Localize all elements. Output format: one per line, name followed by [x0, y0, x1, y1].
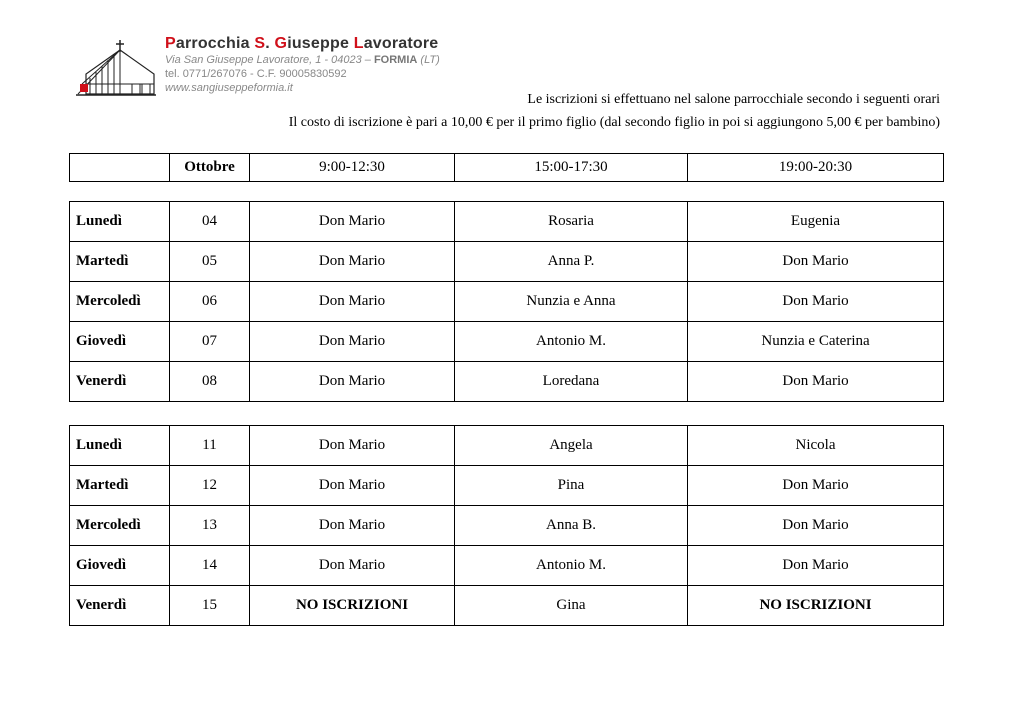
schedule-header-table: [69, 153, 944, 182]
slot-3-cell: NO ISCRIZIONI: [688, 586, 944, 626]
table-row: [70, 466, 944, 506]
parish-website-link[interactable]: www.sangiuseppeformia.it: [165, 82, 293, 94]
slot-3-cell: Don Mario: [688, 506, 944, 546]
day-cell: Martedì: [70, 242, 170, 282]
slot-2-cell: Pina: [455, 466, 688, 506]
date-cell: 06: [170, 282, 250, 322]
date-cell: 13: [170, 506, 250, 546]
slot-1-cell: NO ISCRIZIONI: [250, 586, 455, 626]
date-cell: 07: [170, 322, 250, 362]
slot-2-cell: Rosaria: [455, 202, 688, 242]
date-cell: 11: [170, 426, 250, 466]
schedule-header-row: [70, 154, 944, 182]
slot-2-cell: Antonio M.: [455, 546, 688, 586]
week-1-table: [69, 201, 944, 402]
parish-phone: tel. 0771/267076 - C.F. 90005830592: [165, 68, 347, 80]
date-cell: 14: [170, 546, 250, 586]
date-cell: 04: [170, 202, 250, 242]
slot-3-cell: Don Mario: [688, 466, 944, 506]
slot-1-cell: Don Mario: [250, 546, 455, 586]
header-empty-cell: [70, 154, 170, 182]
notice-line-2: Il costo di iscrizione è pari a 10,00 € per il primo figlio (dal secondo figlio in poi si aggiungono 5,00 € per bambino): [288, 115, 940, 130]
church-logo-icon: [76, 38, 156, 96]
parish-name: [165, 35, 440, 53]
slot-1-cell: Don Mario: [250, 242, 455, 282]
address-street: Via San Giuseppe Lavoratore, 1 - 04023 –: [165, 54, 371, 66]
slot-1-cell: Don Mario: [250, 362, 455, 402]
parish-name-initial-s: S: [254, 35, 266, 52]
parish-name-part: avoratore: [363, 35, 439, 52]
header-month: Ottobre: [170, 154, 250, 182]
week-2-table: [69, 425, 944, 626]
slot-2-cell: Loredana: [455, 362, 688, 402]
slot-3-cell: Nicola: [688, 426, 944, 466]
day-cell: Mercoledì: [70, 282, 170, 322]
table-row: [70, 282, 944, 322]
day-cell: Lunedì: [70, 426, 170, 466]
table-row: [70, 506, 944, 546]
day-cell: Giovedì: [70, 322, 170, 362]
table-row: [70, 362, 944, 402]
parish-name-part: iuseppe: [287, 35, 354, 52]
date-cell: 15: [170, 586, 250, 626]
parish-address: [165, 53, 440, 67]
slot-1-cell: Don Mario: [250, 282, 455, 322]
address-city: FORMIA: [373, 54, 418, 66]
address-province: (LT): [420, 54, 440, 66]
day-cell: Lunedì: [70, 202, 170, 242]
slot-2-cell: Anna P.: [455, 242, 688, 282]
slot-1-cell: Don Mario: [250, 506, 455, 546]
table-row: [70, 426, 944, 466]
slot-3-cell: Nunzia e Caterina: [688, 322, 944, 362]
parish-name-part: .: [265, 35, 275, 52]
parish-name-initial-l: L: [353, 35, 364, 52]
table-row: [70, 242, 944, 282]
slot-3-cell: Don Mario: [688, 242, 944, 282]
parish-name-initial-g: G: [274, 35, 288, 52]
slot-3-cell: Don Mario: [688, 546, 944, 586]
day-cell: Martedì: [70, 466, 170, 506]
parish-name-initial-p: P: [165, 35, 176, 52]
slot-1-cell: Don Mario: [250, 426, 455, 466]
date-cell: 12: [170, 466, 250, 506]
slot-2-cell: Anna B.: [455, 506, 688, 546]
slot-1-cell: Don Mario: [250, 202, 455, 242]
table-row: [70, 546, 944, 586]
table-row: [70, 322, 944, 362]
header-slot-2: 15:00-17:30: [455, 154, 688, 182]
slot-3-cell: Don Mario: [688, 282, 944, 322]
date-cell: 05: [170, 242, 250, 282]
day-cell: Giovedì: [70, 546, 170, 586]
slot-3-cell: Don Mario: [688, 362, 944, 402]
date-cell: 08: [170, 362, 250, 402]
notice-line-1: Le iscrizioni si effettuano nel salone parrocchiale secondo i seguenti orari: [527, 92, 940, 107]
slot-1-cell: Don Mario: [250, 466, 455, 506]
slot-2-cell: Gina: [455, 586, 688, 626]
day-cell: Mercoledì: [70, 506, 170, 546]
header-slot-3: 19:00-20:30: [688, 154, 944, 182]
slot-2-cell: Antonio M.: [455, 322, 688, 362]
slot-2-cell: Angela: [455, 426, 688, 466]
table-row: [70, 202, 944, 242]
parish-name-part: arrocchia: [175, 35, 255, 52]
table-row: [70, 586, 944, 626]
header-slot-1: 9:00-12:30: [250, 154, 455, 182]
slot-3-cell: Eugenia: [688, 202, 944, 242]
slot-1-cell: Don Mario: [250, 322, 455, 362]
parish-header: [165, 35, 440, 95]
slot-2-cell: Nunzia e Anna: [455, 282, 688, 322]
day-cell: Venerdì: [70, 586, 170, 626]
day-cell: Venerdì: [70, 362, 170, 402]
